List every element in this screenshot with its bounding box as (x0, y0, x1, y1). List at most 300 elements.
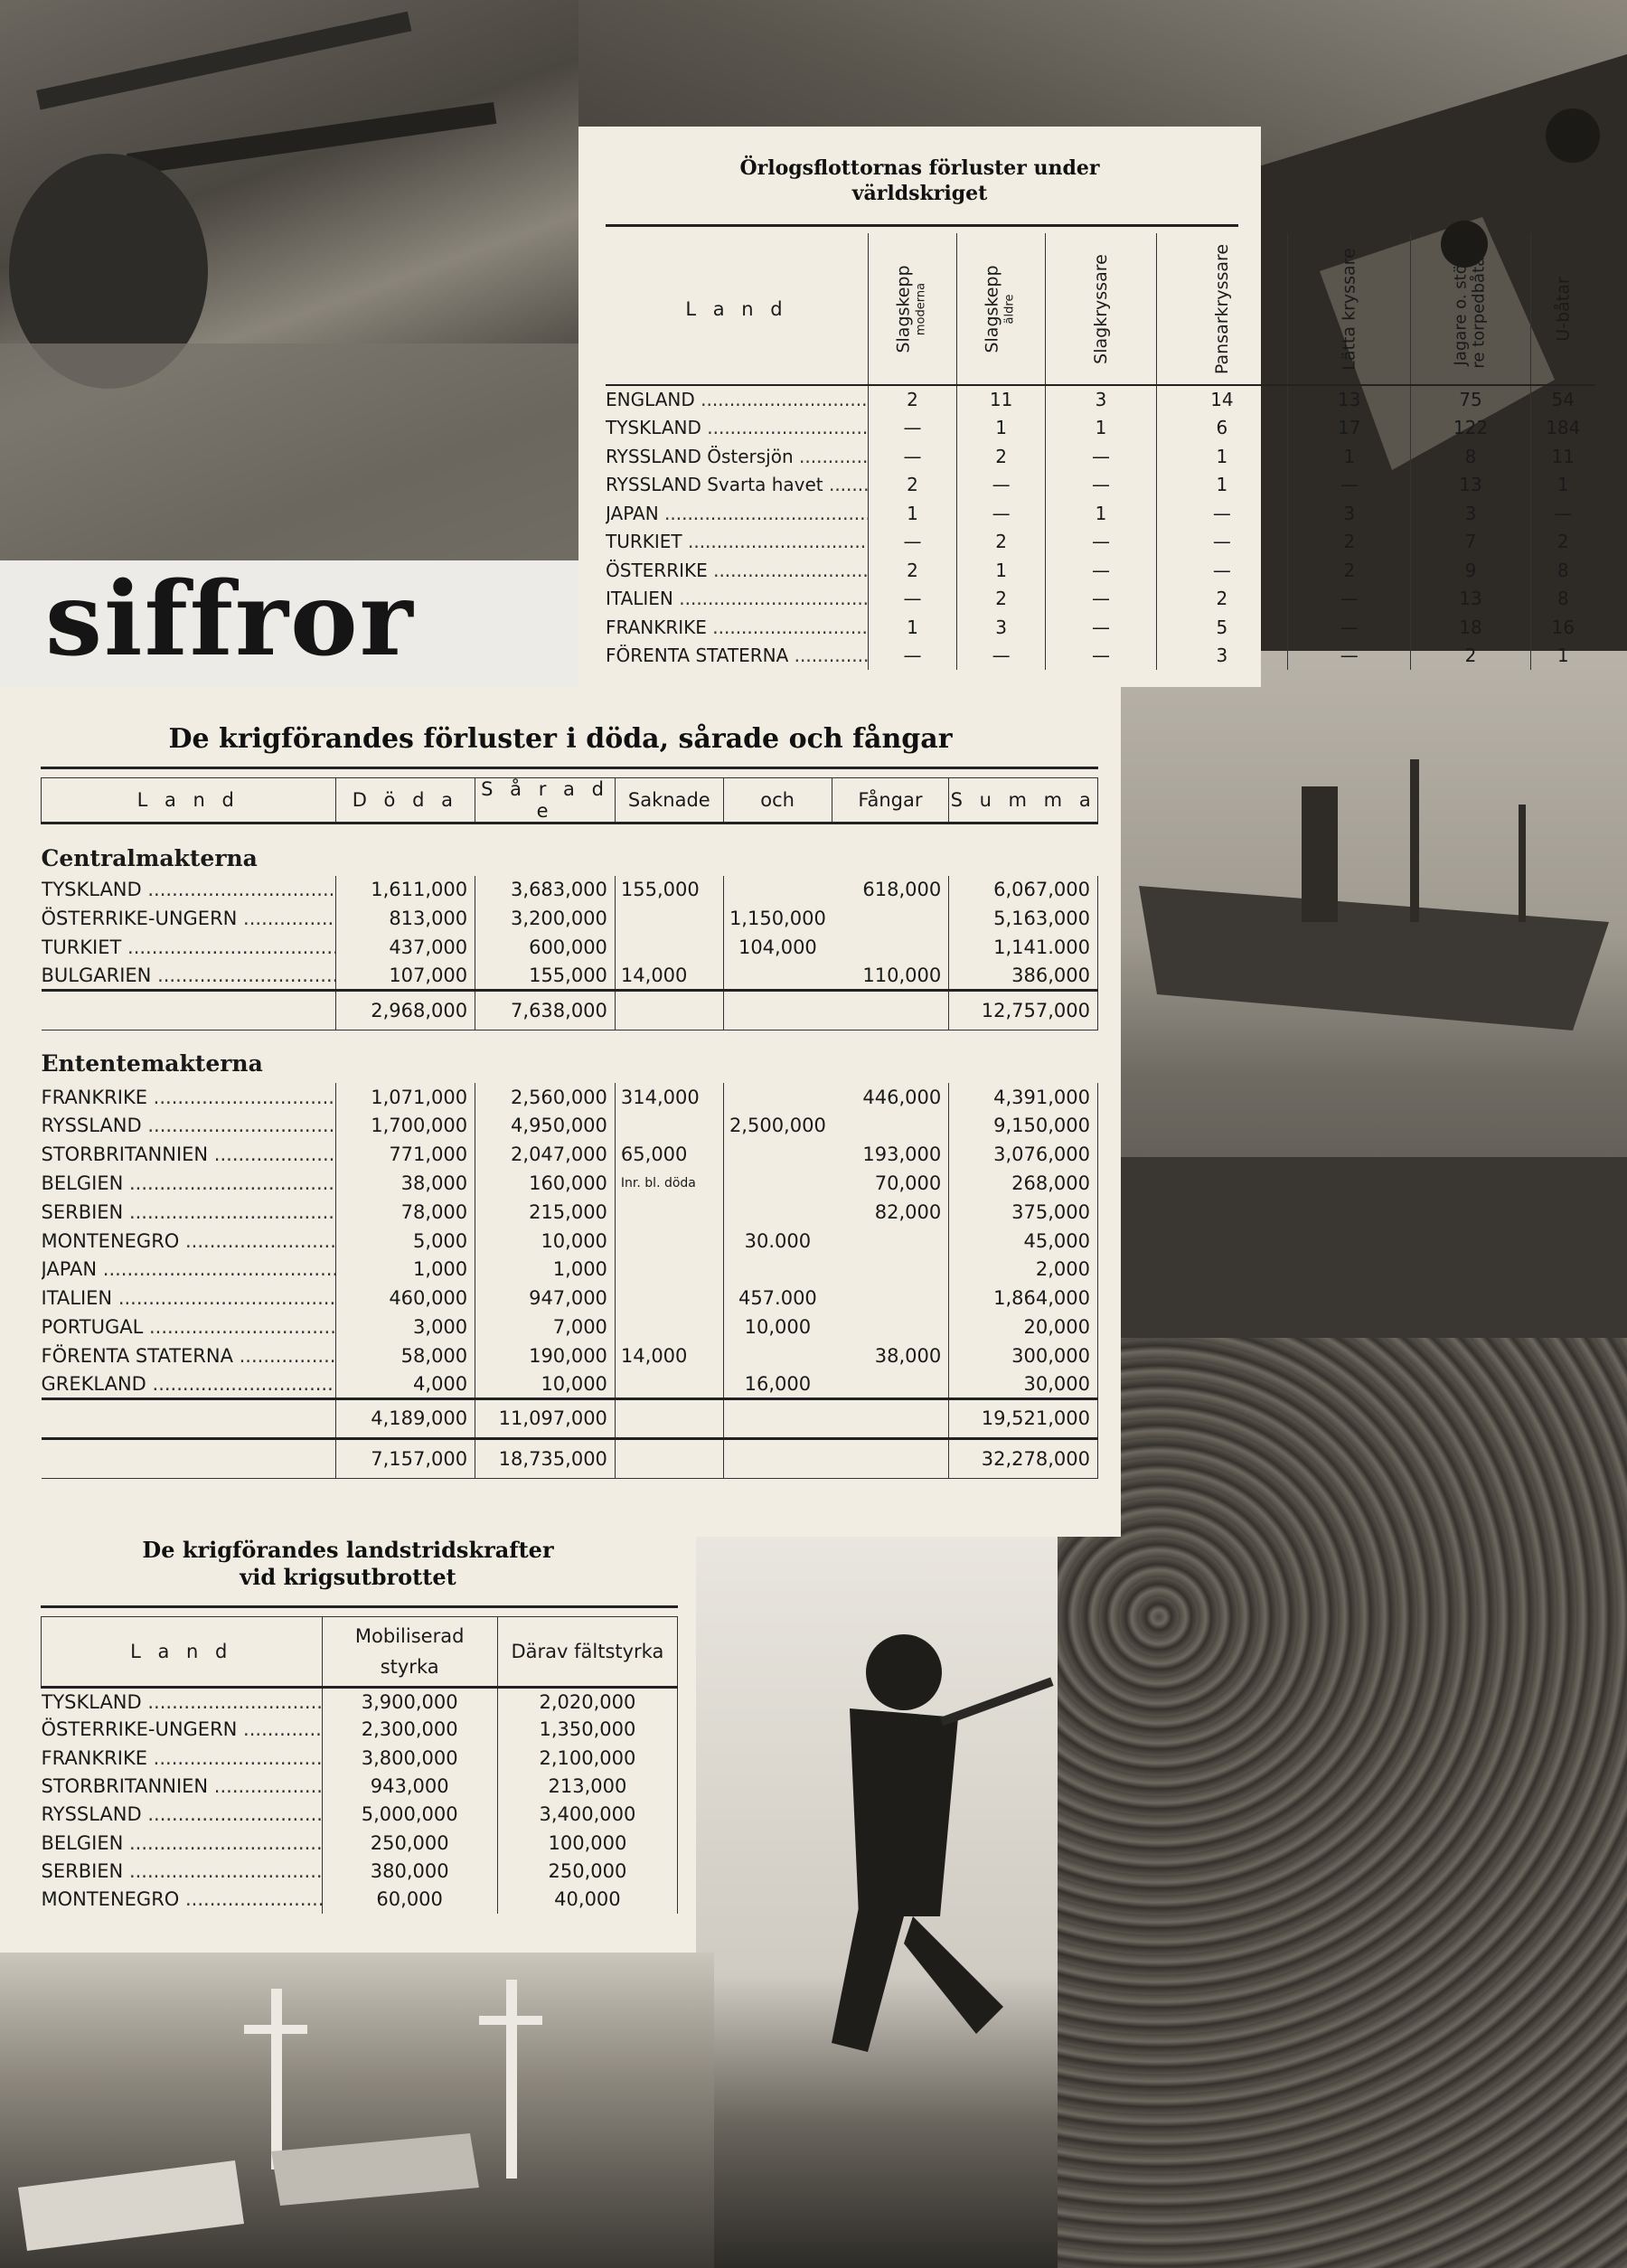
casualty-och (723, 1140, 832, 1169)
naval-value: 1 (869, 499, 957, 528)
casualty-summa: 2,000 (949, 1255, 1098, 1284)
casualty-saknade (615, 1227, 723, 1256)
casualty-row (42, 1198, 1098, 1227)
naval-value: — (1288, 585, 1411, 614)
naval-value: 18 (1411, 613, 1530, 642)
casualty-och: 10,000 (744, 1315, 812, 1338)
casualty-doda: 1,000 (335, 1255, 475, 1284)
naval-value: 2 (957, 442, 1046, 471)
naval-losses-table (606, 233, 1595, 670)
casualty-och (723, 1198, 832, 1227)
naval-header-row (606, 233, 1595, 385)
forces-country: STORBRITANNIEN ..... (42, 1772, 323, 1800)
naval-value: 8 (1556, 588, 1569, 610)
naval-value: — (957, 642, 1046, 671)
naval-losses-panel (578, 127, 1581, 687)
casualty-sarade: 215,000 (475, 1198, 616, 1227)
naval-value: 54 (1551, 389, 1575, 411)
entente-group-row (42, 1030, 1098, 1083)
casualty-country: TYSKLAND ..... (42, 876, 336, 905)
naval-row (606, 528, 1595, 557)
casualty-country: RYSSLAND ..... (42, 1111, 336, 1140)
grand-total-summa: 32,278,000 (949, 1438, 1098, 1478)
headline-panel (0, 560, 578, 687)
casualty-doda: 1,071,000 (335, 1083, 475, 1112)
naval-value: 2 (957, 585, 1046, 614)
naval-value: 1 (1288, 442, 1411, 471)
land-forces-falt-header: Därav fältstyrka (497, 1617, 677, 1688)
photo-leaping-soldier (696, 1537, 1058, 2268)
forces-field-strength: 2,100,000 (497, 1744, 677, 1772)
forces-row (42, 1801, 678, 1829)
casualty-doda: 813,000 (335, 904, 475, 933)
casualty-doda: 38,000 (335, 1169, 475, 1198)
casualty-country: BELGIEN ..... (42, 1169, 336, 1198)
casualty-fangar: 82,000 (832, 1198, 949, 1227)
casualty-country: GREKLAND ..... (42, 1370, 336, 1399)
naval-country: FRANKRIKE ..... (606, 613, 869, 642)
forces-body (42, 1688, 678, 1914)
casualty-summa: 6,067,000 (949, 876, 1098, 905)
casualty-doda: 107,000 (335, 962, 475, 991)
naval-col-header: Pansarkryssare (1156, 233, 1287, 385)
casualty-och: 457.000 (738, 1287, 817, 1310)
casualty-och (723, 1083, 832, 1112)
land-forces-title-line1: De krigförandes landstridskrafter (142, 1537, 554, 1563)
casualty-fangar (832, 1313, 949, 1341)
forces-mobilized: 380,000 (322, 1857, 497, 1885)
casualty-saknade: Inr. bl. döda (615, 1169, 723, 1198)
casualty-fangar: 38,000 (832, 1341, 949, 1370)
naval-value: 3 (1288, 499, 1411, 528)
naval-col-header: Slagskepp äldre (957, 233, 1046, 385)
casualty-fangar: 446,000 (832, 1083, 949, 1112)
casualty-summa: 20,000 (949, 1313, 1098, 1341)
casualty-doda: 5,000 (335, 1227, 475, 1256)
forces-country: SERBIEN ..... (42, 1857, 323, 1885)
casualty-summa: 4,391,000 (949, 1083, 1098, 1112)
central-total-summa: 12,757,000 (949, 991, 1098, 1030)
casualty-row (42, 1111, 1098, 1140)
casualty-row (42, 1169, 1098, 1198)
naval-value: 1 (1156, 471, 1287, 500)
casualties-header-row (42, 778, 1098, 823)
casualty-summa: 268,000 (949, 1169, 1098, 1198)
casualty-row (42, 962, 1098, 991)
naval-title-line2: världskriget (851, 182, 988, 205)
naval-value: — (1046, 585, 1157, 614)
naval-value: — (1288, 613, 1411, 642)
naval-value: — (869, 414, 957, 443)
naval-country: ENGLAND ..... (606, 385, 869, 414)
casualty-country: MONTENEGRO ..... (42, 1227, 336, 1256)
land-forces-title (0, 1537, 696, 1591)
land-forces-title-rule (41, 1605, 678, 1608)
casualty-saknade (615, 1111, 723, 1140)
casualty-sarade: 7,000 (475, 1313, 616, 1341)
forces-row (42, 1744, 678, 1772)
naval-value: 8 (1411, 442, 1530, 471)
casualty-doda: 3,000 (335, 1313, 475, 1341)
forces-row (42, 1716, 678, 1744)
naval-value: 8 (1556, 559, 1569, 581)
casualty-sarade: 4,950,000 (475, 1111, 616, 1140)
forces-field-strength: 40,000 (497, 1886, 677, 1914)
casualty-och (723, 1255, 832, 1284)
naval-col-header: U-båtar (1553, 276, 1574, 342)
entente-body (42, 1083, 1098, 1399)
naval-row (606, 385, 1595, 414)
casualty-summa: 300,000 (949, 1341, 1098, 1370)
grand-total-doda: 7,157,000 (335, 1438, 475, 1478)
naval-value: — (1046, 556, 1157, 585)
casualty-summa: 30,000 (949, 1370, 1098, 1399)
naval-land-header: L a n d (606, 233, 869, 385)
naval-country: TURKIET ..... (606, 528, 869, 557)
casualty-fangar: 110,000 (832, 962, 949, 991)
casualty-sarade: 600,000 (475, 933, 616, 962)
casualty-summa: 3,076,000 (949, 1140, 1098, 1169)
casualty-sarade: 160,000 (475, 1169, 616, 1198)
naval-value: 75 (1411, 385, 1530, 414)
naval-value: 3 (1156, 642, 1287, 671)
forces-mobilized: 60,000 (322, 1886, 497, 1914)
land-forces-title-line2: vid krigsutbrottet (240, 1564, 456, 1590)
naval-value: 7 (1411, 528, 1530, 557)
naval-value: 2 (1411, 642, 1530, 671)
casualty-saknade (615, 1255, 723, 1284)
naval-value: 5 (1156, 613, 1287, 642)
casualty-fangar (832, 1227, 949, 1256)
casualty-sarade: 2,047,000 (475, 1140, 616, 1169)
naval-title-line1: Örlogsflottornas förluster under (739, 156, 1100, 180)
casualty-saknade: 14,000 (615, 962, 723, 991)
casualty-summa: 5,163,000 (949, 904, 1098, 933)
casualties-title: De krigförandes förluster i döda, sårade och fångar (168, 723, 953, 755)
naval-value: 1 (957, 556, 1046, 585)
casualty-doda: 437,000 (335, 933, 475, 962)
gun-barrels-graphic (0, 0, 578, 560)
casualties-title-rule (41, 767, 1098, 769)
casualty-row (42, 904, 1098, 933)
naval-value: 2 (957, 528, 1046, 557)
forces-row (42, 1886, 678, 1914)
naval-country: FÖRENTA STATERNA ..... (606, 642, 869, 671)
casualty-saknade (615, 1313, 723, 1341)
burial-graphic (0, 1953, 714, 2268)
entente-total-summa: 19,521,000 (949, 1398, 1098, 1438)
central-group-label: Centralmakterna (41, 844, 258, 871)
casualty-och (723, 1341, 832, 1370)
casualty-summa: 1,141.000 (949, 933, 1098, 962)
forces-country: BELGIEN ..... (42, 1829, 323, 1857)
naval-country: RYSSLAND Svarta havet ..... (606, 471, 869, 500)
naval-value: — (869, 442, 957, 471)
casualties-doda-header: D ö d a (335, 778, 475, 823)
naval-value: — (1046, 642, 1157, 671)
forces-mobilized: 250,000 (322, 1829, 497, 1857)
photo-wrecked-gun-turret (0, 0, 578, 560)
naval-value: 2 (869, 471, 957, 500)
forces-country: TYSKLAND ..... (42, 1688, 323, 1716)
naval-value: 13 (1411, 585, 1530, 614)
casualty-row (42, 933, 1098, 962)
naval-value: — (1046, 613, 1157, 642)
casualty-och: 1,150,000 (729, 908, 826, 930)
casualty-sarade: 10,000 (475, 1370, 616, 1399)
naval-value: — (1046, 471, 1157, 500)
forces-mobilized: 3,800,000 (322, 1744, 497, 1772)
land-forces-land-header: L a n d (42, 1617, 323, 1688)
naval-row (606, 471, 1595, 500)
naval-country: TYSKLAND ..... (606, 414, 869, 443)
casualty-och (723, 1169, 832, 1198)
forces-field-strength: 2,020,000 (497, 1688, 677, 1716)
battleship-graphic (1121, 651, 1627, 1356)
central-group-row (42, 823, 1098, 876)
forces-field-strength: 3,400,000 (497, 1801, 677, 1829)
central-total-row (42, 991, 1098, 1030)
casualties-fangar-header: Fångar (832, 778, 949, 823)
casualties-summa-header: S u m m a (949, 778, 1098, 823)
entente-total-row (42, 1398, 1098, 1438)
casualty-summa: 45,000 (949, 1227, 1098, 1256)
naval-row (606, 556, 1595, 585)
naval-col-header: Lätta kryssare (1288, 233, 1411, 385)
casualty-country: ITALIEN ..... (42, 1284, 336, 1313)
casualty-fangar (832, 1370, 949, 1399)
casualty-fangar (832, 1255, 949, 1284)
naval-row (606, 442, 1595, 471)
naval-value: 1 (1556, 474, 1569, 496)
central-body (42, 876, 1098, 991)
casualty-country: ÖSTERRIKE-UNGERN ..... (42, 904, 336, 933)
naval-value: 13 (1411, 471, 1530, 500)
naval-value: 1 (957, 414, 1046, 443)
forces-field-strength: 100,000 (497, 1829, 677, 1857)
casualty-och: 104,000 (738, 936, 817, 958)
naval-title (578, 155, 1261, 206)
naval-value: 13 (1288, 385, 1411, 414)
naval-row (606, 642, 1595, 671)
forces-country: ÖSTERRIKE-UNGERN ..... (42, 1716, 323, 1744)
casualty-row (42, 876, 1098, 905)
casualty-saknade (615, 933, 723, 962)
casualty-fangar: 193,000 (832, 1140, 949, 1169)
casualty-och (723, 876, 832, 905)
casualty-country: SERBIEN ..... (42, 1198, 336, 1227)
casualty-fangar: 618,000 (832, 876, 949, 905)
land-forces-mob-header: Mobiliserad styrka (322, 1617, 497, 1688)
forces-field-strength: 213,000 (497, 1772, 677, 1800)
casualties-panel (0, 687, 1121, 1537)
casualty-summa: 375,000 (949, 1198, 1098, 1227)
naval-value: 2 (1556, 531, 1569, 553)
naval-value: — (1156, 556, 1287, 585)
forces-country: MONTENEGRO ..... (42, 1886, 323, 1914)
casualty-fangar (832, 933, 949, 962)
grand-total-row (42, 1438, 1098, 1478)
naval-country: RYSSLAND Östersjön ..... (606, 442, 869, 471)
casualty-row (42, 1140, 1098, 1169)
naval-value: 3 (1046, 385, 1157, 414)
naval-country: JAPAN ..... (606, 499, 869, 528)
casualty-row (42, 1341, 1098, 1370)
casualty-saknade: 314,000 (615, 1083, 723, 1112)
casualty-row (42, 1370, 1098, 1399)
naval-value: — (1046, 528, 1157, 557)
forces-row (42, 1688, 678, 1716)
forces-mobilized: 943,000 (322, 1772, 497, 1800)
naval-value: 1 (1156, 442, 1287, 471)
casualty-country: TURKIET ..... (42, 933, 336, 962)
casualty-och (723, 962, 832, 991)
forces-mobilized: 2,300,000 (322, 1716, 497, 1744)
casualty-sarade: 1,000 (475, 1255, 616, 1284)
naval-value: 2 (1288, 528, 1411, 557)
naval-value: 184 (1546, 417, 1581, 439)
naval-value: 122 (1411, 414, 1530, 443)
naval-value: 9 (1411, 556, 1530, 585)
casualty-doda: 1,611,000 (335, 876, 475, 905)
casualty-summa: 9,150,000 (949, 1111, 1098, 1140)
casualty-doda: 771,000 (335, 1140, 475, 1169)
casualty-fangar (832, 904, 949, 933)
forces-row (42, 1829, 678, 1857)
casualties-och-header: och (723, 778, 832, 823)
casualty-country: FÖRENTA STATERNA ..... (42, 1341, 336, 1370)
naval-col-header: Jagare o. stör- re torpedbåtar (1411, 233, 1530, 385)
headline: siffror (45, 560, 415, 679)
land-forces-header-row (42, 1617, 678, 1688)
casualties-saknade-header: Saknade (615, 778, 723, 823)
naval-value: 1 (869, 613, 957, 642)
casualty-och: 30.000 (744, 1229, 812, 1252)
casualty-doda: 58,000 (335, 1341, 475, 1370)
casualty-sarade: 190,000 (475, 1341, 616, 1370)
naval-col-header: Slagskepp moderna (869, 233, 957, 385)
casualty-fangar (832, 1111, 949, 1140)
naval-body (606, 385, 1595, 670)
casualty-row (42, 1284, 1098, 1313)
casualty-country: STORBRITANNIEN ..... (42, 1140, 336, 1169)
naval-value: 11 (1551, 445, 1575, 467)
naval-value: — (869, 642, 957, 671)
naval-country: ÖSTERRIKE ..... (606, 556, 869, 585)
naval-value: — (869, 528, 957, 557)
naval-value: — (1554, 502, 1573, 524)
forces-row (42, 1857, 678, 1885)
naval-value: 2 (869, 385, 957, 414)
photo-burial-scene (0, 1953, 714, 2268)
casualty-row (42, 1313, 1098, 1341)
casualties-land-header: L a n d (42, 778, 336, 823)
entente-group-label: Ententemakterna (41, 1050, 263, 1078)
naval-value: — (1288, 642, 1411, 671)
casualty-doda: 4,000 (335, 1370, 475, 1399)
naval-value: 1 (1046, 499, 1157, 528)
forces-field-strength: 250,000 (497, 1857, 677, 1885)
naval-value: — (869, 585, 957, 614)
central-total-sarade: 7,638,000 (475, 991, 616, 1030)
casualty-och: 16,000 (744, 1372, 812, 1395)
casualty-country: FRANKRIKE ..... (42, 1083, 336, 1112)
casualty-saknade: 155,000 (615, 876, 723, 905)
casualty-saknade (615, 904, 723, 933)
casualty-saknade: 14,000 (615, 1341, 723, 1370)
casualty-sarade: 155,000 (475, 962, 616, 991)
central-total-doda: 2,968,000 (335, 991, 475, 1030)
naval-value: — (1046, 442, 1157, 471)
naval-row (606, 414, 1595, 443)
casualty-fangar: 70,000 (832, 1169, 949, 1198)
casualties-sarade-header: S å r a d e (475, 778, 616, 823)
casualty-sarade: 10,000 (475, 1227, 616, 1256)
photo-battleship (1121, 651, 1627, 1356)
casualty-doda: 460,000 (335, 1284, 475, 1313)
casualties-table (41, 777, 1098, 1479)
naval-value: 11 (957, 385, 1046, 414)
naval-value: 1 (1556, 645, 1569, 667)
casualty-doda: 1,700,000 (335, 1111, 475, 1140)
naval-row (606, 585, 1595, 614)
casualty-saknade (615, 1370, 723, 1399)
forces-mobilized: 3,900,000 (322, 1688, 497, 1716)
naval-value: 17 (1288, 414, 1411, 443)
forces-country: FRANKRIKE ..... (42, 1744, 323, 1772)
casualty-summa: 386,000 (949, 962, 1098, 991)
casualty-doda: 78,000 (335, 1198, 475, 1227)
naval-value: — (1156, 499, 1287, 528)
naval-value: — (957, 499, 1046, 528)
forces-field-strength: 1,350,000 (497, 1716, 677, 1744)
grand-total-sarade: 18,735,000 (475, 1438, 616, 1478)
entente-total-sarade: 11,097,000 (475, 1398, 616, 1438)
naval-value: 2 (869, 556, 957, 585)
casualty-sarade: 3,200,000 (475, 904, 616, 933)
naval-value: — (1288, 471, 1411, 500)
naval-value: 3 (1411, 499, 1530, 528)
casualty-country: BULGARIEN ..... (42, 962, 336, 991)
naval-value: — (1156, 528, 1287, 557)
naval-row (606, 613, 1595, 642)
naval-value: 2 (1156, 585, 1287, 614)
naval-value: 1 (1046, 414, 1157, 443)
casualty-country: JAPAN ..... (42, 1255, 336, 1284)
naval-value: 6 (1156, 414, 1287, 443)
casualty-sarade: 2,560,000 (475, 1083, 616, 1112)
land-forces-table (41, 1616, 678, 1914)
casualty-saknade: 65,000 (615, 1140, 723, 1169)
naval-country: ITALIEN ..... (606, 585, 869, 614)
casualty-row (42, 1227, 1098, 1256)
casualty-summa: 1,864,000 (949, 1284, 1098, 1313)
naval-row (606, 499, 1595, 528)
naval-value: 14 (1156, 385, 1287, 414)
casualty-row (42, 1255, 1098, 1284)
casualty-och: 2,500,000 (729, 1115, 826, 1137)
entente-total-doda: 4,189,000 (335, 1398, 475, 1438)
casualty-fangar (832, 1284, 949, 1313)
casualty-sarade: 947,000 (475, 1284, 616, 1313)
forces-row (42, 1772, 678, 1800)
forces-mobilized: 5,000,000 (322, 1801, 497, 1829)
land-forces-panel (0, 1537, 696, 1953)
casualty-row (42, 1083, 1098, 1112)
naval-value: — (957, 471, 1046, 500)
forces-country: RYSSLAND ..... (42, 1801, 323, 1829)
casualty-country: PORTUGAL ..... (42, 1313, 336, 1341)
